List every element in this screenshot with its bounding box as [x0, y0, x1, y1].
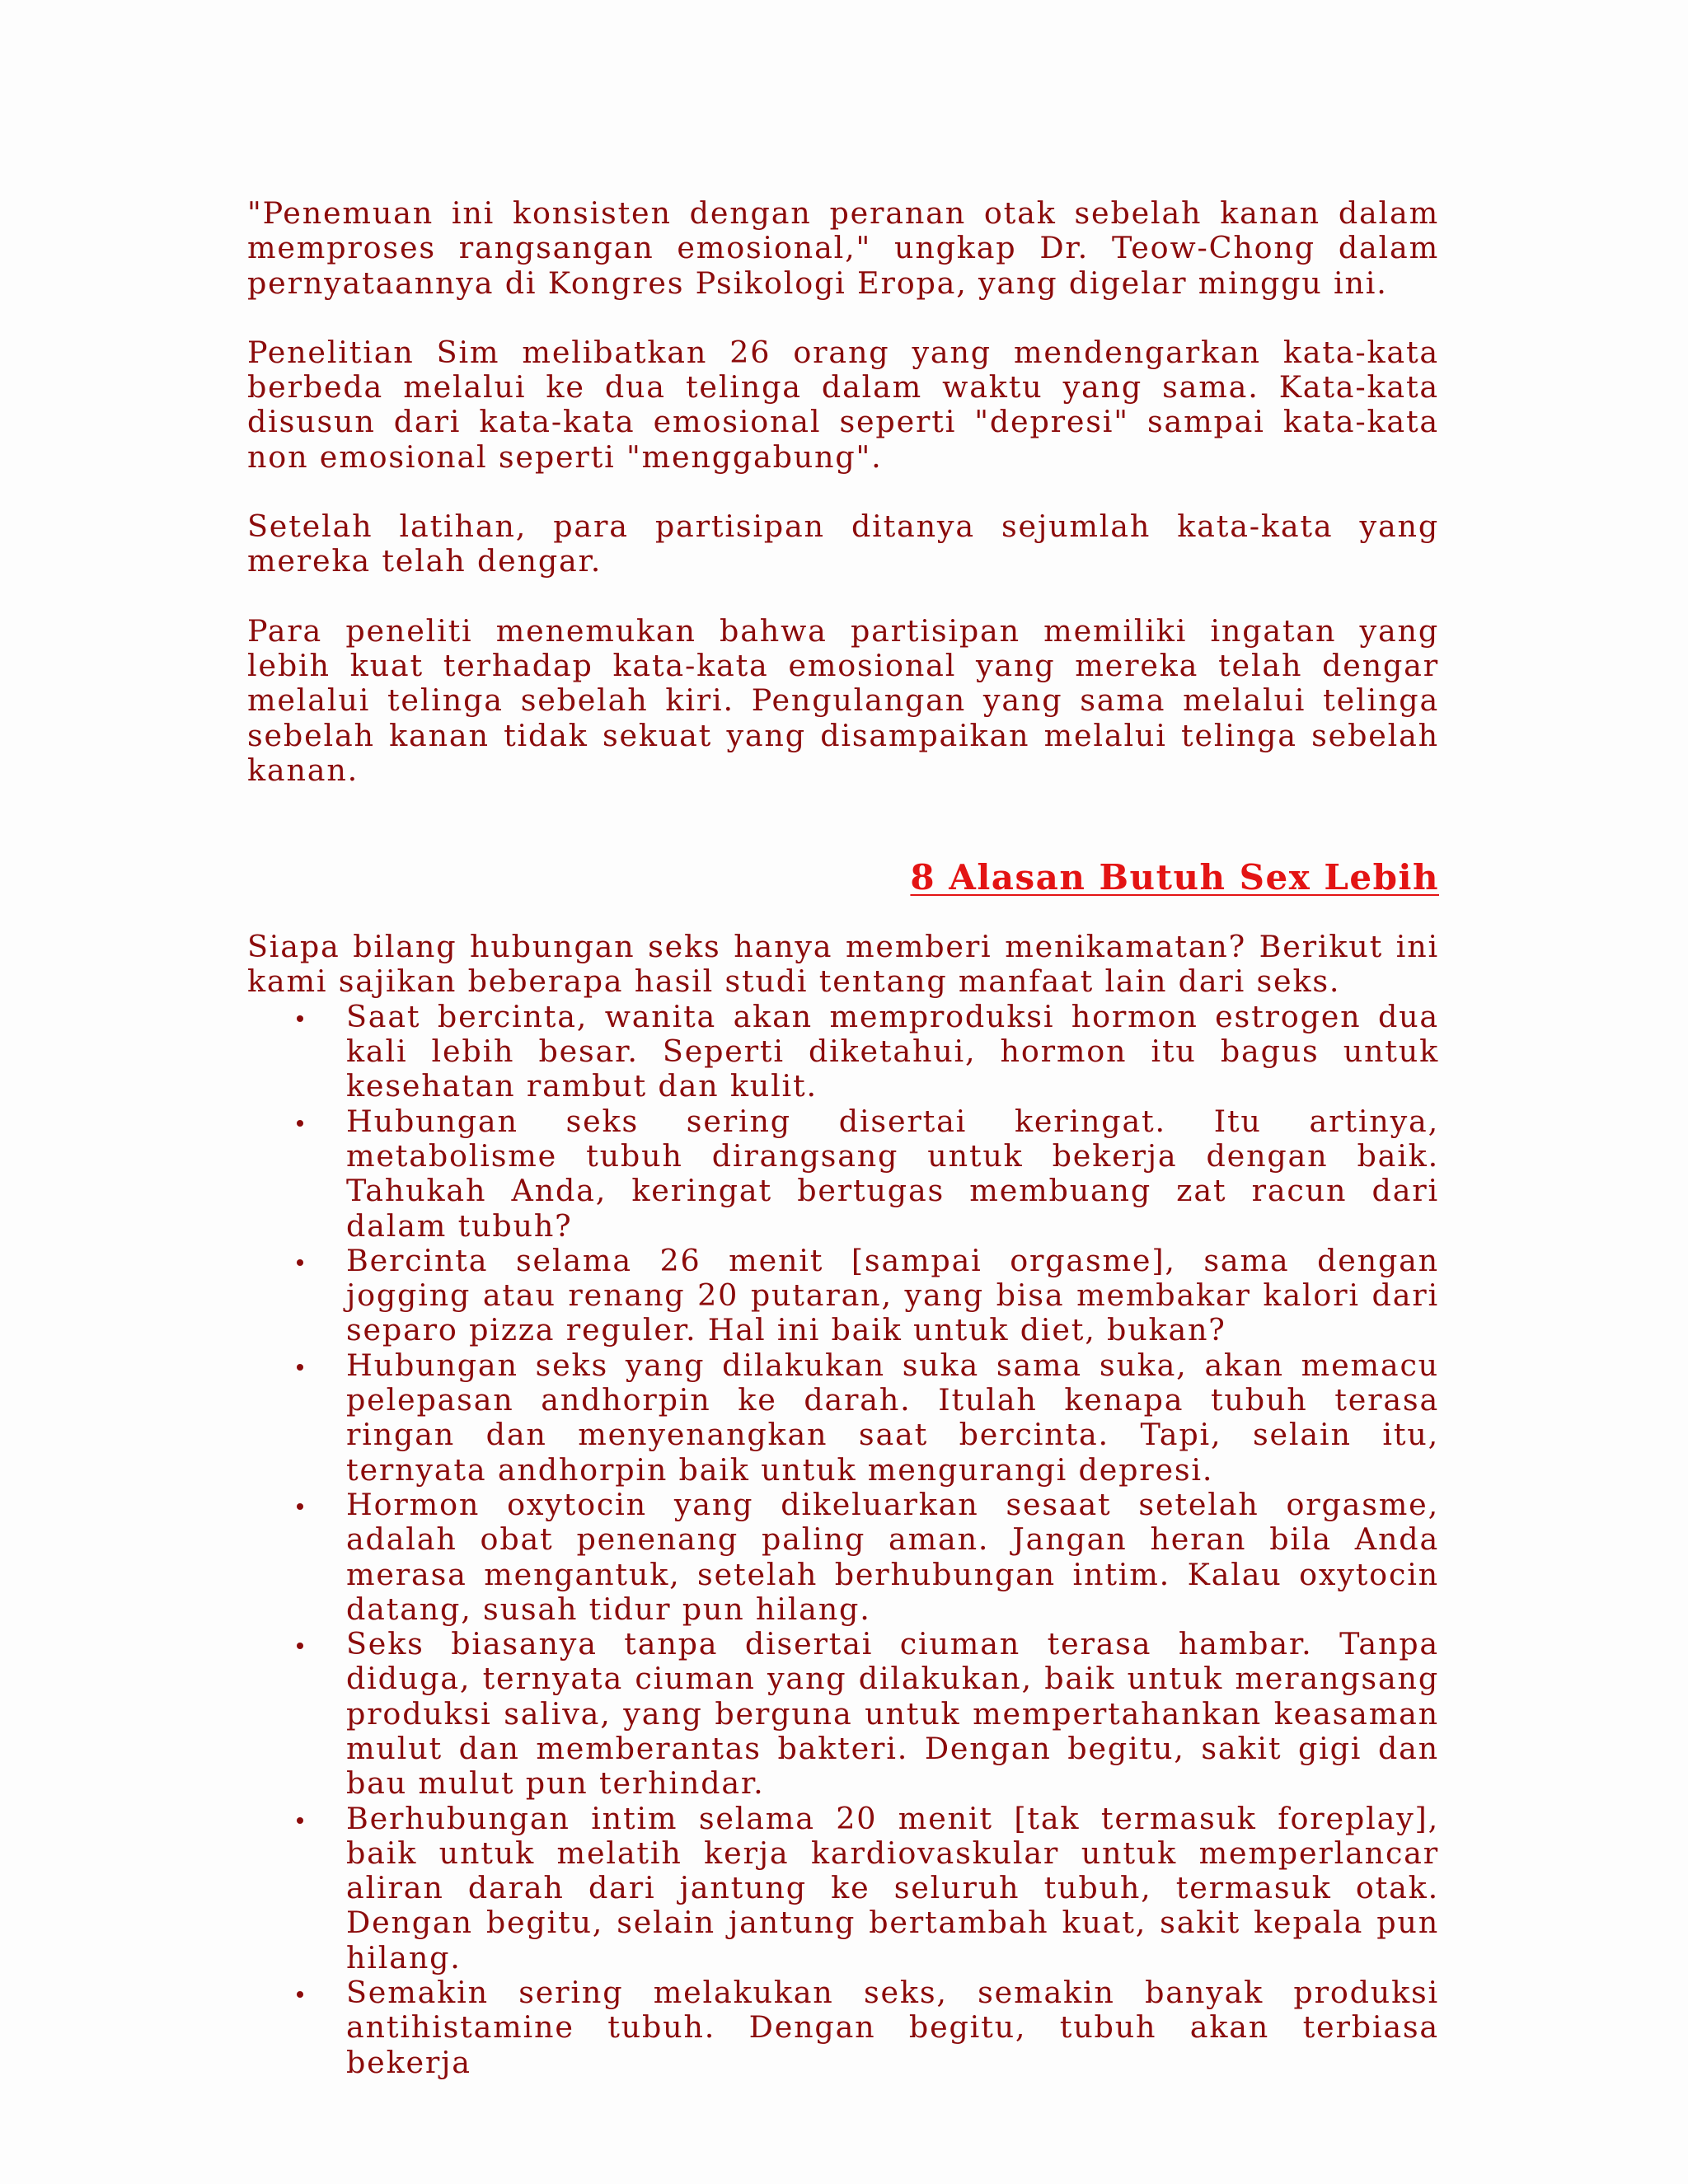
bullet-icon [297, 1503, 303, 1510]
list-item [247, 1000, 1439, 1104]
section-gap [247, 788, 1439, 857]
list-item-text: Saat bercinta, wanita akan memproduksi hormon estrogen dua kali lebih besar. Seperti diketahui, hormon itu bagus untuk kesehatan rambut dan kulit. [346, 998, 1439, 1104]
bullet-icon [297, 1991, 303, 1998]
list-item-text: Hubungan seks sering disertai keringat. Itu artinya, metabolisme tubuh dirangsang untuk bekerja dengan baik. Tahukah Anda, keringat bertugas membuang zat racun dari dalam tubuh? [346, 1103, 1439, 1244]
list-item-text: Hormon oxytocin yang dikeluarkan sesaat setelah orgasme, adalah obat penenang paling aman. Jangan heran bila Anda merasa mengantuk, setelah berhubungan intim. Kalau oxytocin datang, susah tidur pun hilang. [346, 1486, 1439, 1627]
list-item [247, 1627, 1439, 1801]
section-heading: 8 Alasan Butuh Sex Lebih [910, 857, 1439, 898]
list-item [247, 1104, 1439, 1244]
list-item-text: Semakin sering melakukan seks, semakin banyak produksi antihistamine tubuh. Dengan begitu, tubuh akan terbiasa bekerja [346, 1975, 1439, 2080]
bullet-icon [297, 1259, 303, 1266]
list-item [247, 1348, 1439, 1488]
list-item-text: Bercinta selama 26 menit [sampai orgasme], sama dengan jogging atau renang 20 putaran, yang bisa membakar kalori dari separo pizza reguler. Hal ini baik untuk diet, bukan? [346, 1242, 1439, 1348]
paragraph-penemuan: "Penemuan ini konsisten dengan peranan otak sebelah kanan dalam memproses rangsangan emosional," ungkap Dr. Teow-Chong dalam pernyataannya di Kongres Psikologi Eropa, yang digelar minggu ini. [247, 195, 1439, 301]
paragraph-gap [247, 475, 1439, 509]
document-page [247, 196, 1439, 2080]
list-item-text: Seks biasanya tanpa disertai ciuman terasa hambar. Tanpa diduga, ternyata ciuman yang dilakukan, baik untuk merangsang produksi saliva, yang berguna untuk mempertahankan keasaman mulut dan memberantas bakteri. Dengan begitu, sakit gigi dan bau mulut pun terhindar. [346, 1626, 1439, 1802]
bullet-icon [297, 1364, 303, 1371]
heading-gap [247, 898, 1439, 930]
list-item [247, 1802, 1439, 1975]
list-item [247, 1244, 1439, 1348]
paragraph-gap [247, 301, 1439, 335]
paragraph-setelah-latihan: Setelah latihan, para partisipan ditanya sejumlah kata-kata yang mereka telah dengar. [247, 509, 1439, 579]
bullet-icon [297, 1817, 303, 1824]
section-intro: Siapa bilang hubungan seks hanya memberi menikamatan? Berikut ini kami sajikan beberapa hasil studi tentang manfaat lain dari seks. [247, 929, 1439, 1000]
bullet-icon [297, 1643, 303, 1649]
paragraph-penelitian: Penelitian Sim melibatkan 26 orang yang mendengarkan kata-kata berbeda melalui ke dua telinga dalam waktu yang sama. Kata-kata disusun dari kata-kata emosional seperti "depresi" sampai kata-kata non emosional seperti "menggabung". [247, 334, 1439, 475]
list-item-text: Hubungan seks yang dilakukan suka sama suka, akan memacu pelepasan andhorpin ke darah. Itulah kenapa tubuh terasa ringan dan menyenangkan saat bercinta. Tapi, selain itu, ternyata andhorpin baik untuk mengurangi depresi. [346, 1347, 1439, 1488]
list-item [247, 1975, 1439, 2080]
bullet-icon [297, 1120, 303, 1127]
paragraph-para-peneliti: Para peneliti menemukan bahwa partisipan memiliki ingatan yang lebih kuat terhadap kata-kata emosional yang mereka telah dengar melalui telinga sebelah kiri. Pengulangan yang sama melalui telinga sebelah kanan tidak sekuat yang disampaikan melalui telinga sebelah kanan. [247, 612, 1439, 788]
bullet-icon [297, 1015, 303, 1022]
list-item-text: Berhubungan intim selama 20 menit [tak termasuk foreplay], baik untuk melatih kerja kardiovaskular untuk memperlancar aliran darah dari jantung ke seluruh tubuh, termasuk otak. Dengan begitu, selain jantung bertambah kuat, sakit kepala pun hilang. [346, 1800, 1439, 1975]
benefits-list [247, 1000, 1439, 2080]
list-item [247, 1488, 1439, 1627]
paragraph-gap [247, 579, 1439, 614]
